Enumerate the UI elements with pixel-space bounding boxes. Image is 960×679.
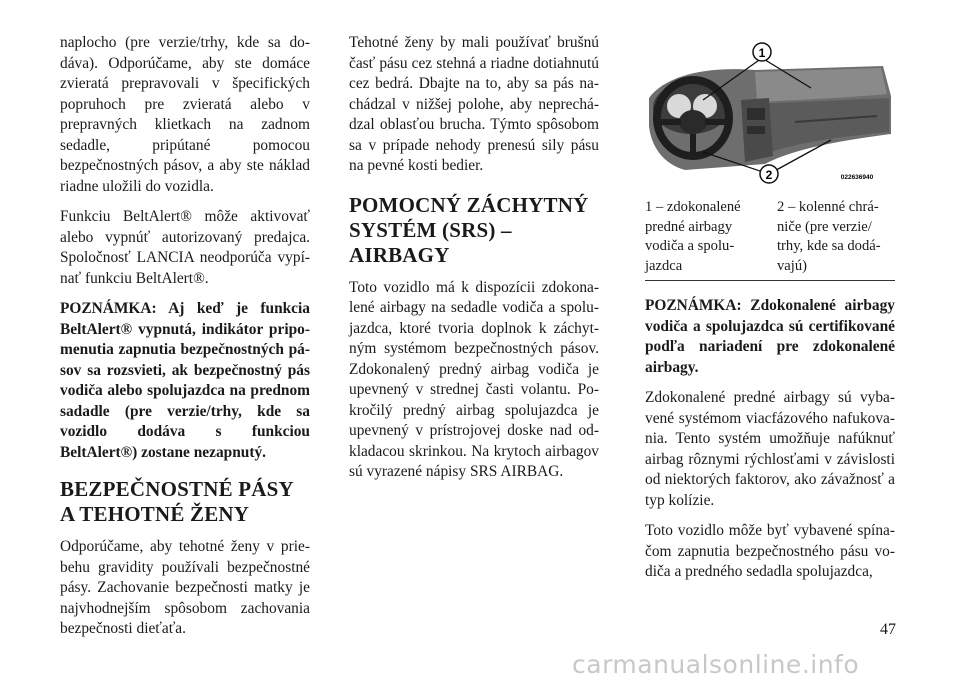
page-number: 47 [880, 621, 896, 638]
paragraph: Zdokonalené predné airbagy sú vybavené systémom viacfázového nafukovania. Tento systém umožňuje nafúknuť airbag rôznymi rýchlosťami v závislosti od niektorých faktorov, ako závažnosť a typ kolízie. [645, 389, 895, 509]
paragraph: Tehotné ženy by mali používať brušnú časť pásu cez stehná a riadne dotiahnutú cez bedrá. Dbajte na to, aby sa pás nachádzal v nižšej polohe, aby neprechádzal oblasťou brucha. Týmto spôsobom sa v prípade nehody prenesú sily pásu na pevné kosti bedier. [349, 34, 599, 174]
paragraph: Toto vozidlo môže byť vybavené spínačom zapnutia bezpečnostného pásu vodiča a predného sedadla spolujazdca, [645, 522, 895, 580]
dashboard-airbag-figure [645, 36, 895, 186]
section-heading: POMOCNÝ ZÁCHYTNÝ SYSTÉM (SRS) – AIRBAGY [349, 192, 589, 267]
paragraph: Funkciu BeltAlert® môže aktivovať alebo vypnúť autorizovaný predajca. Spoločnosť LANCIA neodporúča vypínať funkciu BeltAlert®. [60, 208, 310, 287]
section-heading: BEZPEČNOSTNÉ PÁSY A TEHOTNÉ ŽENY [60, 477, 294, 526]
caption-item-2: 2 – kolenné chrániče (pre verzie/ trhy, kde sa dodávajú) [777, 199, 881, 274]
paragraph: Odporúčame, aby tehotné ženy v priebehu gravidity používali bezpečnostné pásy. Zachovanie bezpečnosti matky je najvhodnejším spôsobom zachovania bezpečnosti dieťaťa. [60, 538, 310, 637]
note-paragraph: POZNÁMKA: Aj keď je funkcia BeltAlert® vypnutá, indikátor pripomenutia zapnutia bezpečnostných pásov sa rozsvieti, ak bezpečnostný pás vodiča alebo spolujazdca na prednom sadadle (pre verzie/trhy, kde sa vozidlo dodáva s funkciou BeltAlert®) zostane nezapnutý. [60, 300, 310, 461]
callout-1-label: 1 [758, 46, 766, 60]
watermark: carmanualsonline.info [572, 650, 860, 679]
figure-caption [645, 198, 895, 281]
column-left [60, 33, 310, 650]
caption-item-1: 1 – zdokonalené predné airbagy vodiča a spolujazdca [645, 199, 741, 274]
callout-2-label: 2 [765, 168, 773, 182]
paragraph: naplocho (pre verzie/trhy, kde sa dodáva). Odporúčame, aby ste domáce zvieratá prepravovali v špecifických popruhoch pre zvieratá alebo v prepravných klietkach na zadnom sedadle, pripútané pomocou bezpečnostných pásov, a aby ste náklad riadne uložili do vozidla. [60, 34, 310, 195]
column-middle [349, 33, 599, 493]
paragraph: Toto vozidlo má k dispozícii zdokonalené airbagy na sedadle vodiča a spolujazdca, ktoré tvoria doplnok k záchytným systémom bezpečnostných pásov. Zdokonalený predný airbag vodiča je upevnený v strednej časti volantu. Pokročilý predný airbag spolujazdca je upevnený v prístrojovej doske nad odkladacou skrinkou. Na krytoch airbagov sú vyrazené nápisy SRS AIRBAG. [349, 278, 599, 480]
dashboard-illustration [645, 36, 895, 186]
figure-code: 022636940 [840, 174, 874, 181]
note-paragraph: POZNÁMKA: Zdokonalené airbagy vodiča a spolujazdca sú certifikované podľa nariadení pre zdokonalené airbagy. [645, 297, 895, 376]
column-right [645, 296, 895, 593]
